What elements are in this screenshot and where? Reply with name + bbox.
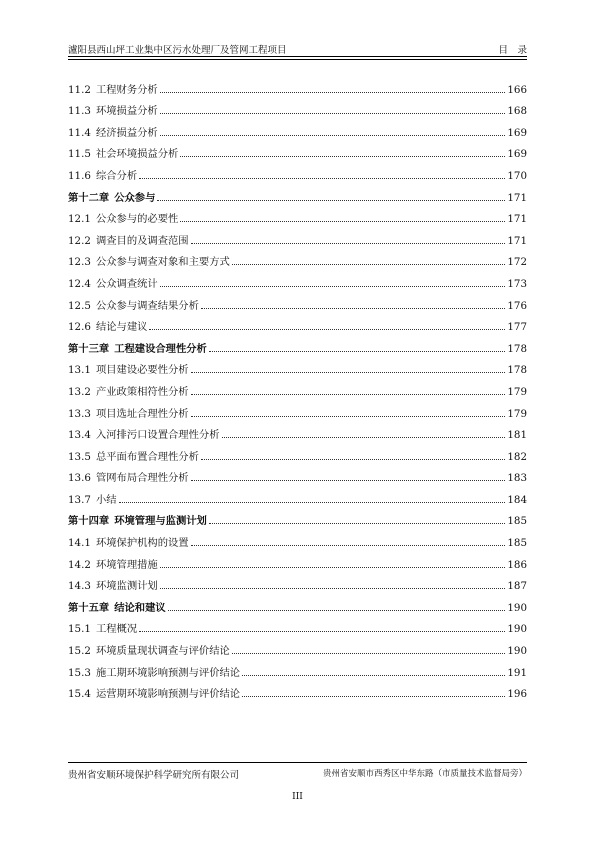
toc-entry-title: 社会环境损益分析 bbox=[95, 148, 179, 161]
toc-entry-number: 12.1 bbox=[68, 213, 91, 226]
toc-entry[interactable] bbox=[68, 484, 527, 506]
toc-entry[interactable] bbox=[68, 571, 527, 593]
toc-entry-number: 13.1 bbox=[68, 364, 91, 377]
toc-entry-title: 环境保护机构的设置 bbox=[95, 537, 189, 550]
toc-entry-page: 196 bbox=[507, 688, 527, 701]
toc-entry[interactable] bbox=[68, 355, 527, 377]
toc-entry-page: 177 bbox=[507, 321, 527, 334]
toc-entry-page: 186 bbox=[507, 558, 527, 571]
toc-entry-number: 11.3 bbox=[68, 105, 91, 118]
toc-entry[interactable] bbox=[68, 398, 527, 420]
toc-entry-page: 179 bbox=[507, 407, 527, 420]
toc-entry-number: 15.4 bbox=[68, 688, 91, 701]
toc-dot-leader bbox=[242, 674, 505, 676]
toc-entry-page: 190 bbox=[507, 623, 527, 636]
toc-entry-title: 工程概况 bbox=[95, 623, 138, 636]
toc-entry[interactable] bbox=[68, 657, 527, 679]
toc-dot-leader bbox=[119, 501, 505, 503]
toc-chapter-entry[interactable] bbox=[68, 592, 527, 614]
toc-dot-leader bbox=[201, 458, 505, 460]
toc-entry-title: 公众参与调查对象和主要方式 bbox=[95, 256, 230, 269]
toc-entry-number: 14.3 bbox=[68, 580, 91, 593]
toc-entry-number: 13.4 bbox=[68, 429, 91, 442]
toc-entry-page: 172 bbox=[507, 256, 527, 269]
toc-entry-page: 176 bbox=[507, 299, 527, 312]
toc-entry-page: 171 bbox=[507, 213, 527, 226]
toc-dot-leader bbox=[191, 371, 505, 373]
section-title: 目 录 bbox=[498, 45, 527, 56]
toc-entry[interactable] bbox=[68, 527, 527, 549]
toc-entry-page: 178 bbox=[507, 364, 527, 377]
toc-chapter-entry[interactable] bbox=[68, 506, 527, 528]
toc-entry-title: 结论和建议 bbox=[114, 601, 166, 614]
toc-entry-page: 169 bbox=[507, 148, 527, 161]
toc-entry-page: 187 bbox=[507, 580, 527, 593]
toc-entry[interactable] bbox=[68, 549, 527, 571]
toc-dot-leader bbox=[191, 544, 505, 546]
toc-chapter-entry[interactable] bbox=[68, 182, 527, 204]
toc-entry-title: 环境损益分析 bbox=[95, 105, 158, 118]
toc-entry-title: 环境管理措施 bbox=[95, 558, 158, 571]
toc-entry-page: 182 bbox=[507, 450, 527, 463]
toc-entry[interactable] bbox=[68, 117, 527, 139]
toc-dot-leader bbox=[139, 630, 505, 632]
toc-entry-title: 管网布局合理性分析 bbox=[95, 472, 189, 485]
toc-entry-number: 12.3 bbox=[68, 256, 91, 269]
toc-entry-title: 公众调查统计 bbox=[95, 277, 158, 290]
toc-entry[interactable] bbox=[68, 96, 527, 118]
toc-entry-title: 环境质量现状调查与评价结论 bbox=[95, 645, 230, 658]
toc-entry-number: 14.1 bbox=[68, 537, 91, 550]
toc-entry-page: 190 bbox=[507, 601, 527, 614]
toc-entry-page: 166 bbox=[507, 83, 527, 96]
toc-entry-title: 项目选址合理性分析 bbox=[95, 407, 189, 420]
toc-entry-title: 总平面布置合理性分析 bbox=[95, 450, 199, 463]
toc-dot-leader bbox=[168, 609, 505, 611]
toc-entry[interactable] bbox=[68, 139, 527, 161]
toc-entry-title: 公众参与的必要性 bbox=[95, 213, 179, 226]
toc-entry-title: 项目建设必要性分析 bbox=[95, 364, 189, 377]
toc-entry-number: 13.6 bbox=[68, 472, 91, 485]
toc-dot-leader bbox=[191, 415, 505, 417]
toc-dot-leader bbox=[160, 587, 505, 589]
toc-entry-number: 14.2 bbox=[68, 558, 91, 571]
toc-entry[interactable] bbox=[68, 376, 527, 398]
toc-dot-leader bbox=[201, 307, 505, 309]
footer-address: 贵州省安顺市西秀区中华东路（市质量技术监督局旁） bbox=[322, 769, 527, 779]
toc-entry-number: 12.6 bbox=[68, 321, 91, 334]
toc-entry-number: 第十五章 bbox=[68, 601, 110, 614]
toc-entry-page: 179 bbox=[507, 385, 527, 398]
toc-entry-title: 环境管理与监测计划 bbox=[114, 515, 207, 528]
toc-dot-leader bbox=[242, 695, 505, 697]
toc-entry-page: 191 bbox=[507, 666, 527, 679]
toc-entry-page: 169 bbox=[507, 126, 527, 139]
toc-entry-title: 经济损益分析 bbox=[95, 126, 158, 139]
toc-entry-page: 183 bbox=[507, 472, 527, 485]
toc-entry[interactable] bbox=[68, 225, 527, 247]
toc-entry-page: 185 bbox=[507, 515, 527, 528]
toc-entry[interactable] bbox=[68, 441, 527, 463]
toc-entry[interactable] bbox=[68, 679, 527, 701]
toc-entry-title: 运营期环境影响预测与评价结论 bbox=[95, 688, 241, 701]
toc-entry-number: 13.5 bbox=[68, 450, 91, 463]
page-header bbox=[68, 38, 527, 57]
toc-entry-number: 第十三章 bbox=[68, 342, 110, 355]
toc-entry[interactable] bbox=[68, 312, 527, 334]
toc-dot-leader bbox=[160, 566, 505, 568]
toc-entry[interactable] bbox=[68, 160, 527, 182]
toc-dot-leader bbox=[160, 112, 505, 114]
footer-company: 贵州省安顺环境保护科学研究所有限公司 bbox=[68, 770, 240, 781]
toc-chapter-entry[interactable] bbox=[68, 333, 527, 355]
toc-dot-leader bbox=[222, 436, 506, 438]
toc-entry-page: 184 bbox=[507, 493, 527, 506]
toc-entry[interactable] bbox=[68, 74, 527, 96]
toc-entry-number: 13.3 bbox=[68, 407, 91, 420]
toc-dot-leader bbox=[157, 199, 505, 201]
toc-entry-number: 12.2 bbox=[68, 234, 91, 247]
toc-entry-page: 168 bbox=[507, 105, 527, 118]
toc-dot-leader bbox=[160, 91, 505, 93]
toc-entry-title: 环境监测计划 bbox=[95, 580, 158, 593]
toc-dot-leader bbox=[149, 328, 505, 330]
toc-entry-number: 11.5 bbox=[68, 148, 91, 161]
toc-entry[interactable] bbox=[68, 247, 527, 269]
toc-entry-page: 173 bbox=[507, 277, 527, 290]
toc-entry-page: 181 bbox=[507, 429, 527, 442]
toc-entry-title: 小结 bbox=[95, 493, 117, 506]
toc-entry-number: 第十二章 bbox=[68, 191, 110, 204]
toc-entry-number: 第十四章 bbox=[68, 515, 110, 528]
header-divider bbox=[68, 59, 527, 60]
toc-entry[interactable] bbox=[68, 463, 527, 485]
toc-entry-number: 15.1 bbox=[68, 623, 91, 636]
toc-entry-number: 15.2 bbox=[68, 645, 91, 658]
toc-entry-number: 11.6 bbox=[68, 169, 91, 182]
toc-entry-page: 170 bbox=[507, 169, 527, 182]
toc-entry[interactable] bbox=[68, 290, 527, 312]
document-title: 瀘阳县西山坪工业集中区污水处理厂及管网工程项目 bbox=[68, 45, 287, 56]
toc-dot-leader bbox=[232, 652, 505, 654]
toc-entry-page: 190 bbox=[507, 645, 527, 658]
toc-dot-leader bbox=[180, 155, 505, 157]
toc-entry-title: 公众参与调查结果分析 bbox=[95, 299, 199, 312]
toc-entry-number: 12.4 bbox=[68, 277, 91, 290]
toc-dot-leader bbox=[191, 393, 505, 395]
toc-dot-leader bbox=[139, 177, 505, 179]
toc-entry-title: 结论与建议 bbox=[95, 321, 148, 334]
toc-entry[interactable] bbox=[68, 268, 527, 290]
toc-entry[interactable] bbox=[68, 614, 527, 636]
toc-entry-title: 调查目的及调查范围 bbox=[95, 234, 189, 247]
toc-entry-title: 工程财务分析 bbox=[95, 83, 158, 96]
toc-dot-leader bbox=[232, 263, 505, 265]
toc-entry-title: 工程建设合理性分析 bbox=[114, 342, 207, 355]
toc-entry[interactable] bbox=[68, 204, 527, 226]
toc-entry-title: 公众参与 bbox=[114, 191, 156, 204]
toc-entry[interactable] bbox=[68, 420, 527, 442]
toc-entry-number: 13.7 bbox=[68, 493, 91, 506]
toc-entry-title: 综合分析 bbox=[95, 169, 138, 182]
toc-entry-title: 入河排污口设置合理性分析 bbox=[95, 429, 220, 442]
toc-dot-leader bbox=[160, 134, 505, 136]
toc-entry-title: 产业政策相符性分析 bbox=[95, 385, 189, 398]
toc-entry-number: 11.4 bbox=[68, 126, 91, 139]
toc-dot-leader bbox=[180, 220, 505, 222]
toc-dot-leader bbox=[191, 479, 505, 481]
toc-entry-number: 11.2 bbox=[68, 83, 91, 96]
toc-entry-number: 15.3 bbox=[68, 666, 91, 679]
toc-entry-page: 171 bbox=[507, 234, 527, 247]
toc-entry-page: 178 bbox=[507, 342, 527, 355]
page-footer bbox=[68, 762, 527, 779]
toc-dot-leader bbox=[209, 522, 505, 524]
toc-dot-leader bbox=[191, 242, 505, 244]
toc-dot-leader bbox=[209, 350, 505, 352]
toc-dot-leader bbox=[160, 285, 505, 287]
table-of-contents bbox=[68, 74, 527, 700]
toc-entry-page: 171 bbox=[507, 191, 527, 204]
page-number: III bbox=[292, 792, 303, 802]
toc-entry-number: 13.2 bbox=[68, 385, 91, 398]
toc-entry[interactable] bbox=[68, 635, 527, 657]
toc-entry-title: 施工期环境影响预测与评价结论 bbox=[95, 666, 241, 679]
toc-entry-page: 185 bbox=[507, 537, 527, 550]
toc-entry-number: 12.5 bbox=[68, 299, 91, 312]
